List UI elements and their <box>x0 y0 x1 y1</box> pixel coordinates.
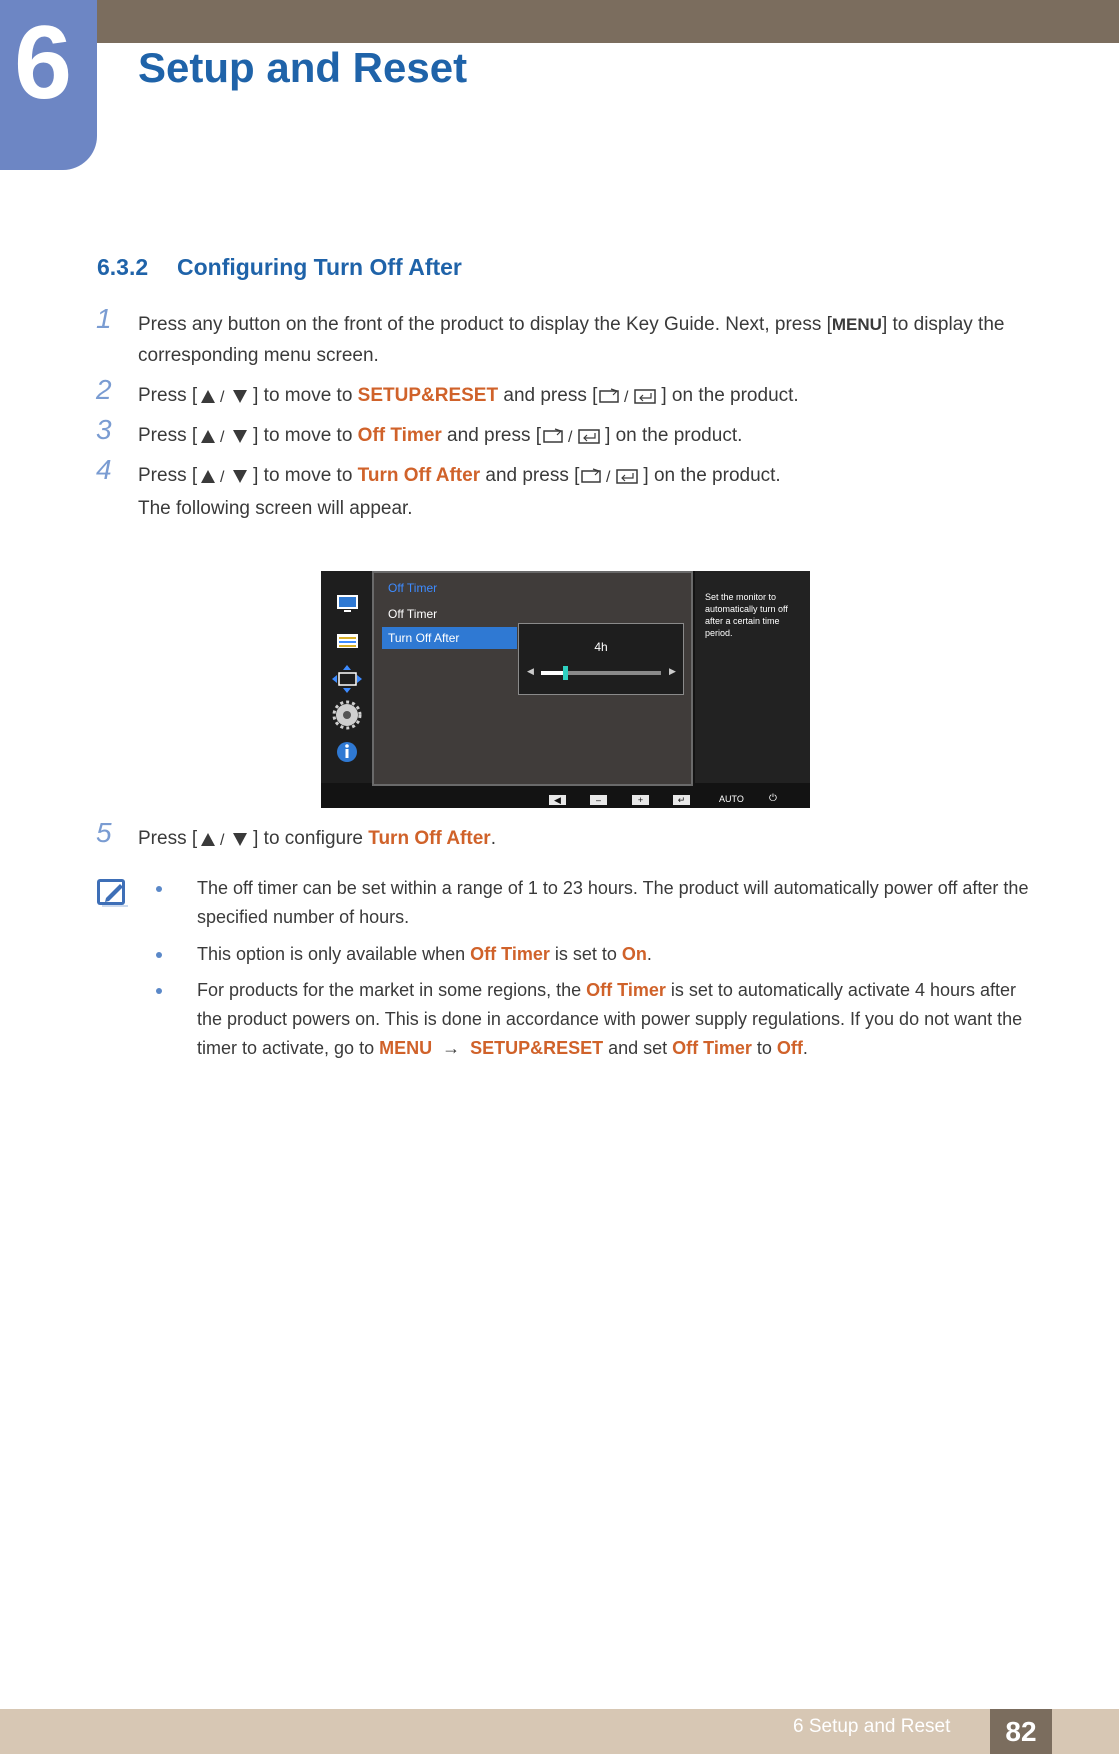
highlight-term: Off Timer <box>586 980 666 1000</box>
highlight-term: SETUP&RESET <box>470 1038 604 1058</box>
step-text: ] to configure <box>253 828 369 849</box>
step-text: and press [ <box>480 465 580 486</box>
svg-text:/: / <box>624 388 629 405</box>
osd-help-text: Set the monitor to automatically turn off after a certain time period. <box>695 571 810 783</box>
note-text: . <box>646 944 652 964</box>
slider-fill <box>541 671 565 675</box>
top-bar <box>0 0 1119 43</box>
step-text: Press any button on the front of the product to display the Key Guide. Next, press [ <box>138 314 832 335</box>
note-text: . <box>802 1038 808 1058</box>
bullet-dot <box>156 886 162 892</box>
menu-key: MENU <box>831 315 882 334</box>
slider-handle[interactable] <box>563 666 568 680</box>
step-text: . <box>490 828 496 849</box>
up-down-keys-icon <box>197 387 253 405</box>
step-number: 4 <box>96 454 112 485</box>
onscreen-display-icon <box>337 634 358 648</box>
note-text: to <box>751 1038 777 1058</box>
picture-icon <box>337 595 358 612</box>
information-icon <box>337 742 357 762</box>
osd-icon-column <box>321 571 372 783</box>
step-text: ] to move to <box>253 385 358 406</box>
source-enter-keys-icon <box>541 427 605 445</box>
note-text: and set <box>603 1038 673 1058</box>
highlight-term: Off Timer <box>470 944 550 964</box>
osd-menu-header: Off Timer <box>388 581 438 595</box>
step-number: 5 <box>96 817 112 848</box>
source-enter-keys-icon <box>597 387 661 405</box>
note-text: is set to automatically activate 4 hours after the product powers on. This is done in accordance with power supply regulations. If you do not want the timer to activate, go to <box>197 980 1023 1058</box>
section-number: 6.3.2 <box>97 254 149 280</box>
chapter-badge <box>0 0 97 170</box>
chapter-number: 6 <box>14 5 72 121</box>
step-number: 2 <box>96 374 112 405</box>
step-text: ] to move to <box>253 425 358 446</box>
osd-key-guide <box>321 793 810 808</box>
svg-text:/: / <box>568 428 573 445</box>
step-text: Press [ <box>138 465 198 486</box>
svg-text:/: / <box>220 831 225 848</box>
section-title <box>97 254 462 281</box>
osd-item-turn-off-after[interactable]: Turn Off After <box>382 627 517 649</box>
note-text: The off timer can be set within a range of 1 to 23 hours. The product will automatically power off after the specified number of hours. <box>197 878 1029 927</box>
step-text: ] to move to <box>253 465 358 486</box>
left-arrow-icon: ◀ <box>527 666 534 676</box>
osd-item-off-timer[interactable]: Off Timer <box>388 607 438 621</box>
footer-chapter-label: 6 Setup and Reset <box>793 1716 951 1737</box>
step-text: Press [ <box>138 425 198 446</box>
step-text: Press [ <box>138 828 198 849</box>
highlight-term: Off Timer <box>672 1038 752 1058</box>
highlight-term: Off <box>776 1038 803 1058</box>
highlight-term: MENU <box>379 1038 433 1058</box>
highlight-term: Turn Off After <box>368 828 491 849</box>
step-text: and press [ <box>441 425 542 446</box>
slider-value-label: 4h <box>594 640 608 654</box>
step-text: ] on the product. <box>605 425 743 446</box>
left-button-icon[interactable]: ◀ <box>549 795 566 805</box>
bullet-dot <box>156 952 162 958</box>
step-text: Press [ <box>138 385 198 406</box>
highlight-term: SETUP&RESET <box>357 385 499 406</box>
chapter-title: Setup and Reset <box>138 44 468 91</box>
up-down-keys-icon <box>197 830 253 848</box>
note-text: is set to <box>549 944 622 964</box>
auto-button[interactable]: AUTO <box>719 794 744 804</box>
highlight-term: On <box>621 944 647 964</box>
step-text: ] to display the corresponding menu screen. <box>138 314 1005 366</box>
note-text: This option is only available when <box>197 944 471 964</box>
enter-button-icon[interactable]: ↵ <box>673 795 690 805</box>
plus-button[interactable]: + <box>632 795 649 805</box>
setup-gear-icon <box>334 702 360 728</box>
page-number: 82 <box>990 1709 1052 1754</box>
footer-bar <box>0 1709 1119 1754</box>
size-position-icon <box>332 665 362 693</box>
svg-text:/: / <box>606 468 611 485</box>
svg-text:/: / <box>220 468 225 485</box>
osd-menu-icons <box>321 571 372 783</box>
power-icon[interactable]: ⏻ <box>769 793 777 804</box>
arrow-symbol: → <box>442 1038 461 1058</box>
svg-text:/: / <box>220 388 225 405</box>
step-text: and press [ <box>498 385 598 406</box>
svg-text:/: / <box>220 428 225 445</box>
note-pencil-icon <box>96 876 130 910</box>
slider-track[interactable] <box>541 671 661 675</box>
right-arrow-icon: ▶ <box>669 666 676 676</box>
osd-menu-panel <box>372 571 693 786</box>
up-down-keys-icon <box>197 467 253 485</box>
up-down-keys-icon <box>197 427 253 445</box>
step-number: 3 <box>96 414 112 445</box>
section-heading: Configuring Turn Off After <box>177 254 462 280</box>
following-screen-text: The following screen will appear. <box>138 498 413 519</box>
highlight-term: Turn Off After <box>357 465 481 486</box>
minus-button[interactable]: – <box>590 795 607 805</box>
osd-screen <box>321 571 810 808</box>
step-text: ] on the product. <box>661 385 799 406</box>
osd-slider-popup[interactable] <box>518 623 684 695</box>
highlight-term: Off Timer <box>357 425 442 446</box>
step-number: 1 <box>96 303 112 334</box>
bullet-dot <box>156 988 162 994</box>
step-text: ] on the product. <box>643 465 781 486</box>
source-enter-keys-icon <box>579 467 643 485</box>
note-text: For products for the market in some regions, the <box>197 980 587 1000</box>
